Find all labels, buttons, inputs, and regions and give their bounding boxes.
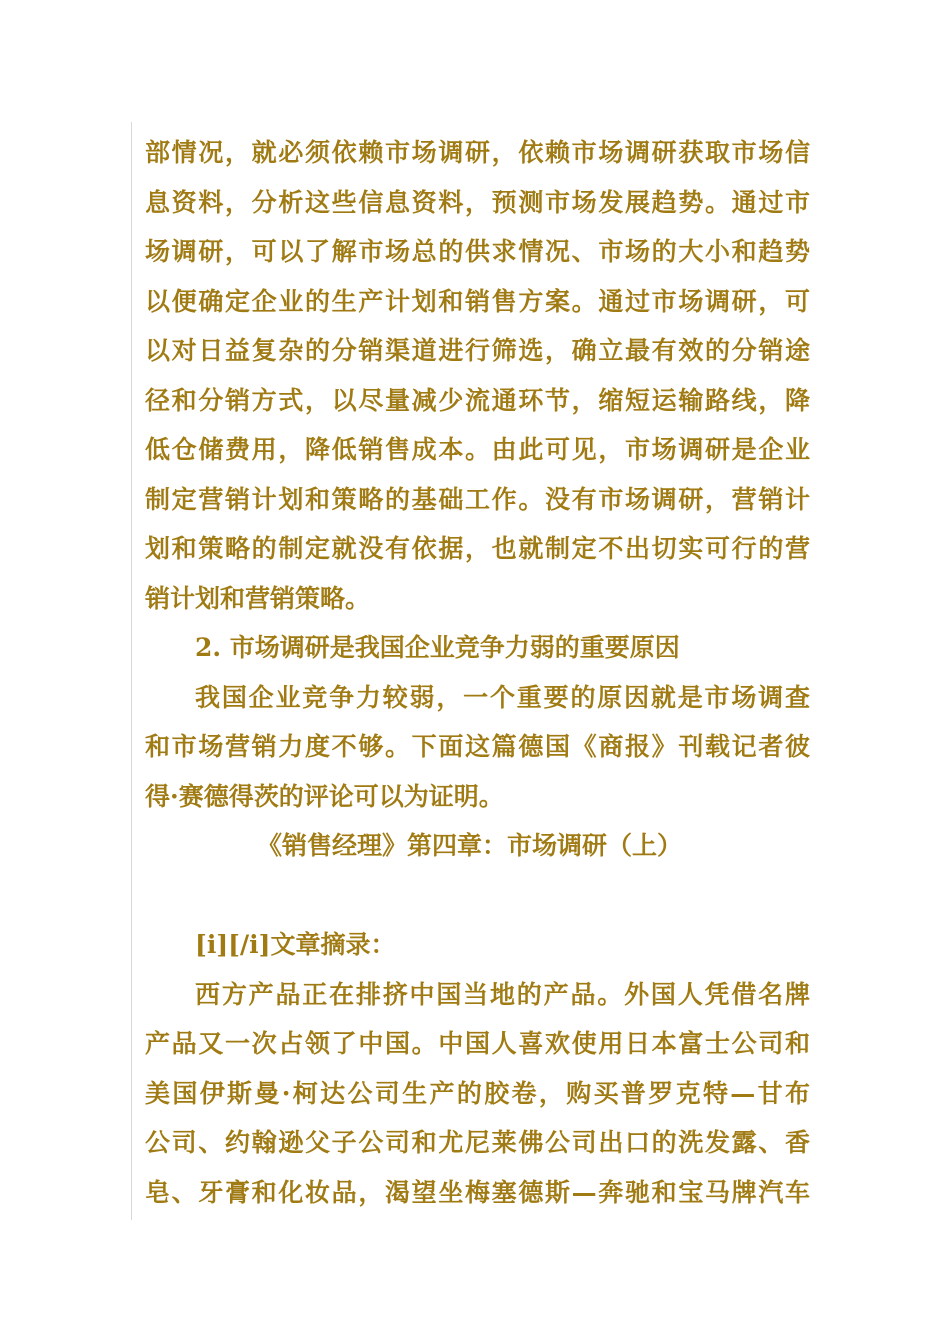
text-line: 我国企业竞争力较弱，一个重要的原因就是市场调查 [195, 682, 810, 712]
text-line: [i][/i]文章摘录： [195, 930, 396, 959]
text-line: 西方产品正在排挤中国当地的产品。外国人凭借名牌 [195, 979, 810, 1009]
text-line: 公司、约翰逊父子公司和尤尼莱佛公司出口的洗发露、香 [145, 1128, 810, 1157]
text-line: 制定营销计划和策略的基础工作。没有市场调研，营销计 [145, 484, 810, 514]
text-line: 息资料，分析这些信息资料，预测市场发展趋势。通过市 [145, 187, 810, 217]
section-title: 《销售经理》第四章：市场调研（上） [257, 831, 683, 860]
text-line: 得·赛德得茨的评论可以为证明。 [145, 781, 504, 811]
text-line: 皂、牙膏和化妆品，渴望坐梅塞德斯—奔驰和宝马牌汽车 [145, 1177, 810, 1207]
document-body [145, 128, 810, 1217]
text-line: 部情况，就必须依赖市场调研，依赖市场调研获取市场信 [145, 138, 810, 167]
text-line: 产品又一次占领了中国。中国人喜欢使用日本富士公司和 [145, 1029, 810, 1058]
text-line: 销计划和营销策略。 [145, 583, 371, 613]
text-line: 和市场营销力度不够。下面这篇德国《商报》刊载记者彼 [145, 732, 810, 761]
text-line: 低仓储费用，降低销售成本。由此可见，市场调研是企业 [145, 435, 810, 464]
blank-line [145, 871, 810, 921]
text-line: 美国伊斯曼·柯达公司生产的胶卷，购买普罗克特—甘布 [145, 1078, 810, 1108]
text-line: 以对日益复杂的分销渠道进行筛选，确立最有效的分销途 [145, 336, 810, 365]
text-line: 场调研，可以了解市场总的供求情况、市场的大小和趋势 [145, 237, 810, 266]
text-line: 径和分销方式，以尽量减少流通环节，缩短运输路线，降 [145, 385, 810, 415]
text-line: 划和策略的制定就没有依据，也就制定不出切实可行的营 [145, 534, 810, 563]
margin-rule [131, 122, 132, 1220]
text-line: 2. 市场调研是我国企业竞争力弱的重要原因 [195, 633, 680, 662]
text-line: 以便确定企业的生产计划和销售方案。通过市场调研，可 [145, 286, 810, 316]
